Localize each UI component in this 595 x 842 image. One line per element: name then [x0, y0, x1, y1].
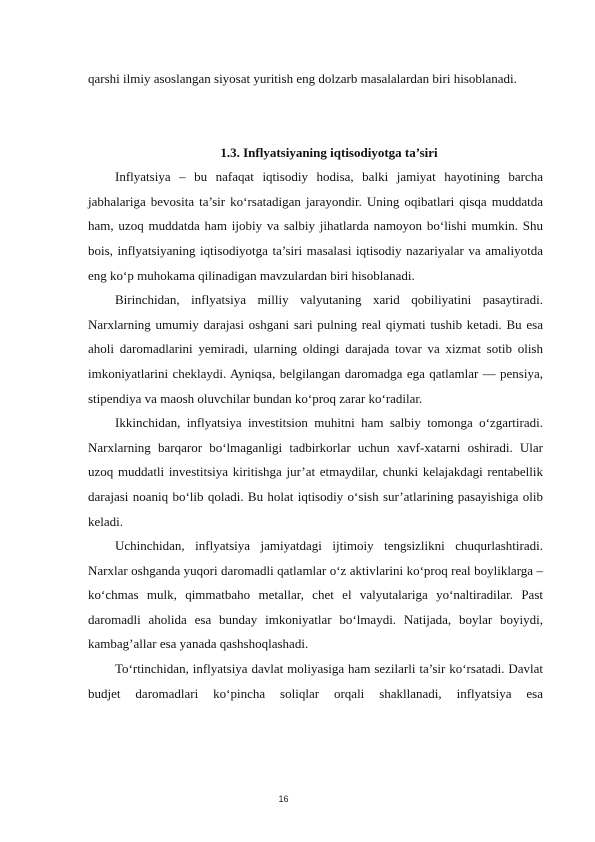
body-paragraph-3: Ikkinchidan, inflyatsiya investitsion muhitni ham salbiy tomonga o‘zgartiradi. Narxlarning barqaror bo‘lmaganligi tadbirkorlar uchun xavf-xatarni oshiradi. Ular uzoq muddatli investitsiya kiritishga jur’at etmaydilar, chunki kelajakdagi rentabellik darajasi noaniq bo‘lib qoladi. Bu holat iqtisodiy o‘sish sur’atlarining pasayishiga olib keladi. — [88, 415, 543, 529]
section-heading: 1.3. Inflyatsiyaning iqtisodiyotga ta’siri — [220, 144, 438, 160]
document-page — [88, 67, 543, 706]
body-paragraph-4: Uchinchidan, inflyatsiya jamiyatdagi ijtimoiy tengsizlikni chuqurlashtiradi. Narxlar oshganda yuqori daromadli qatlamlar o‘z aktivlarini ko‘proq real boyliklarga – ko‘chmas mulk, qimmatbaho metallar, chet el valyutalariga yo‘naltiradilar. Past daromadli aholida esa bunday imkoniyatlar bo‘lmaydi. Natijada, boylar boyiydi, kambag’allar esa yanada qashshoqlashadi. — [88, 538, 543, 652]
body-paragraph-5: To‘rtinchidan, inflyatsiya davlat moliyasiga ham sezilarli ta’sir ko‘rsatadi. Davlat budjet daromadlari ko‘pincha soliqlar orqali shakllanadi, inflyatsiya esa — [88, 661, 543, 701]
page-number: 16 — [278, 794, 289, 804]
body-paragraph-2: Birinchidan, inflyatsiya milliy valyutaning xarid qobiliyatini pasaytiradi. Narxlarning umumiy darajasi oshgani sari pulning real qiymati tushib ketadi. Bu esa aholi daromadlarini yemiradi, ularning oldingi darajada tovar va xizmat sotib olish imkoniyatlarini cheklaydi. Ayniqsa, belgilangan daromadga ega qatlamlar — pensiya, stipendiya va maosh oluvchilar bundan ko‘proq zarar ko‘radilar. — [88, 292, 543, 406]
body-paragraph-1: Inflyatsiya – bu nafaqat iqtisodiy hodisa, balki jamiyat hayotining barcha jabhalariga bevosita ta’sir ko‘rsatadigan jarayondir. Uning oqibatlari qisqa muddatda ham, uzoq muddatda ham ijobiy va salbiy jihatlarda namoyon bo‘lishi mumkin. Shu bois, inflyatsiyaning iqtisodiyotga ta’siri masalasi iqtisodiy nazariyalar va amaliyotda eng ko‘p muhokama qilinadigan mavzulardan biri hisoblanadi. — [88, 169, 543, 283]
section-spacer — [88, 92, 543, 141]
intro-paragraph: qarshi ilmiy asoslangan siyosat yuritish eng dolzarb masalalardan biri hisoblanadi. — [88, 71, 517, 86]
